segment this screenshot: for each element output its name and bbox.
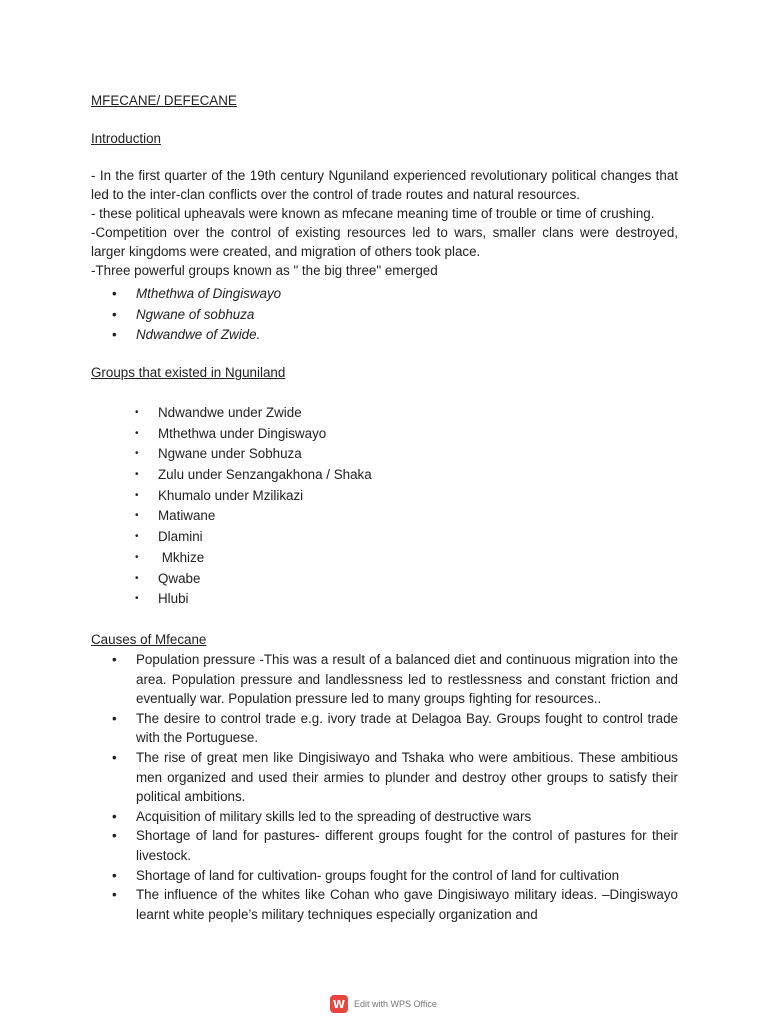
causes-list (112, 650, 678, 924)
list-item: • Ngwane under Sobhuza (135, 444, 372, 465)
list-item: • Qwabe (135, 569, 372, 590)
wps-logo-icon (330, 995, 348, 1013)
list-item: • The rise of great men like Dingisiwayo and Tshaka who were ambitious. These ambitious men organized and used their armies to plunder and destroy other groups to satisfy their political ambitions. (112, 748, 678, 807)
wps-logo-letter: W (332, 997, 346, 1011)
intro-heading: Introduction (91, 131, 161, 146)
list-item: • Ndwandwe of Zwide. (112, 325, 281, 346)
list-item: • The influence of the whites like Cohan who gave Dingisiwayo military ideas. –Dingiswayo learnt white people’s military techniques especially organization and (112, 885, 678, 924)
big-three-list (112, 284, 281, 346)
intro-paragraph: - In the first quarter of the 19th century Nguniland experienced revolutionary political changes that led to the inter-clan conflicts over the control of trade routes and natural resources. (91, 168, 678, 202)
list-item: • Hlubi (135, 589, 372, 610)
intro-paragraph: - these political upheavals were known as mfecane meaning time of trouble or time of crushing. (91, 206, 655, 221)
list-item: • Shortage of land for pastures- different groups fought for the control of pastures for their livestock. (112, 826, 678, 865)
list-item: • Khumalo under Mzilikazi (135, 486, 372, 507)
list-item: • Mthethwa of Dingiswayo (112, 284, 281, 305)
list-item: • Zulu under Senzangakhona / Shaka (135, 465, 372, 486)
list-item: • Mkhize (135, 548, 372, 569)
intro-text (91, 166, 678, 280)
groups-list (135, 403, 372, 610)
list-item: • Acquisition of military skills led to the spreading of destructive wars (112, 807, 678, 827)
wps-footer[interactable] (330, 995, 437, 1013)
list-item: • Ndwandwe under Zwide (135, 403, 372, 424)
list-item: • Dlamini (135, 527, 372, 548)
list-item: • The desire to control trade e.g. ivory trade at Delagoa Bay. Groups fought to control trade with the Portuguese. (112, 709, 678, 748)
list-item: • Mthethwa under Dingiswayo (135, 424, 372, 445)
list-item: • Matiwane (135, 506, 372, 527)
list-item: • Population pressure -This was a result of a balanced diet and continuous migration into the area. Population pressure and landlessness led to restlessness and constant friction and eventually war. Population pressure led to many groups fighting for resources.. (112, 650, 678, 709)
intro-paragraph: -Three powerful groups known as " the big three" emerged (91, 263, 438, 278)
causes-heading: Causes of Mfecane (91, 632, 207, 647)
list-item: • Shortage of land for cultivation- groups fought for the control of land for cultivation (112, 866, 678, 886)
list-item: • Ngwane of sobhuza (112, 305, 281, 326)
document-title: MFECANE/ DEFECANE (91, 93, 237, 108)
footer-text: Edit with WPS Office (354, 999, 437, 1009)
groups-heading: Groups that existed in Nguniland (91, 365, 286, 380)
intro-paragraph: -Competition over the control of existing resources led to wars, smaller clans were destroyed, larger kingdoms were created, and migration of others took place. (91, 225, 678, 259)
